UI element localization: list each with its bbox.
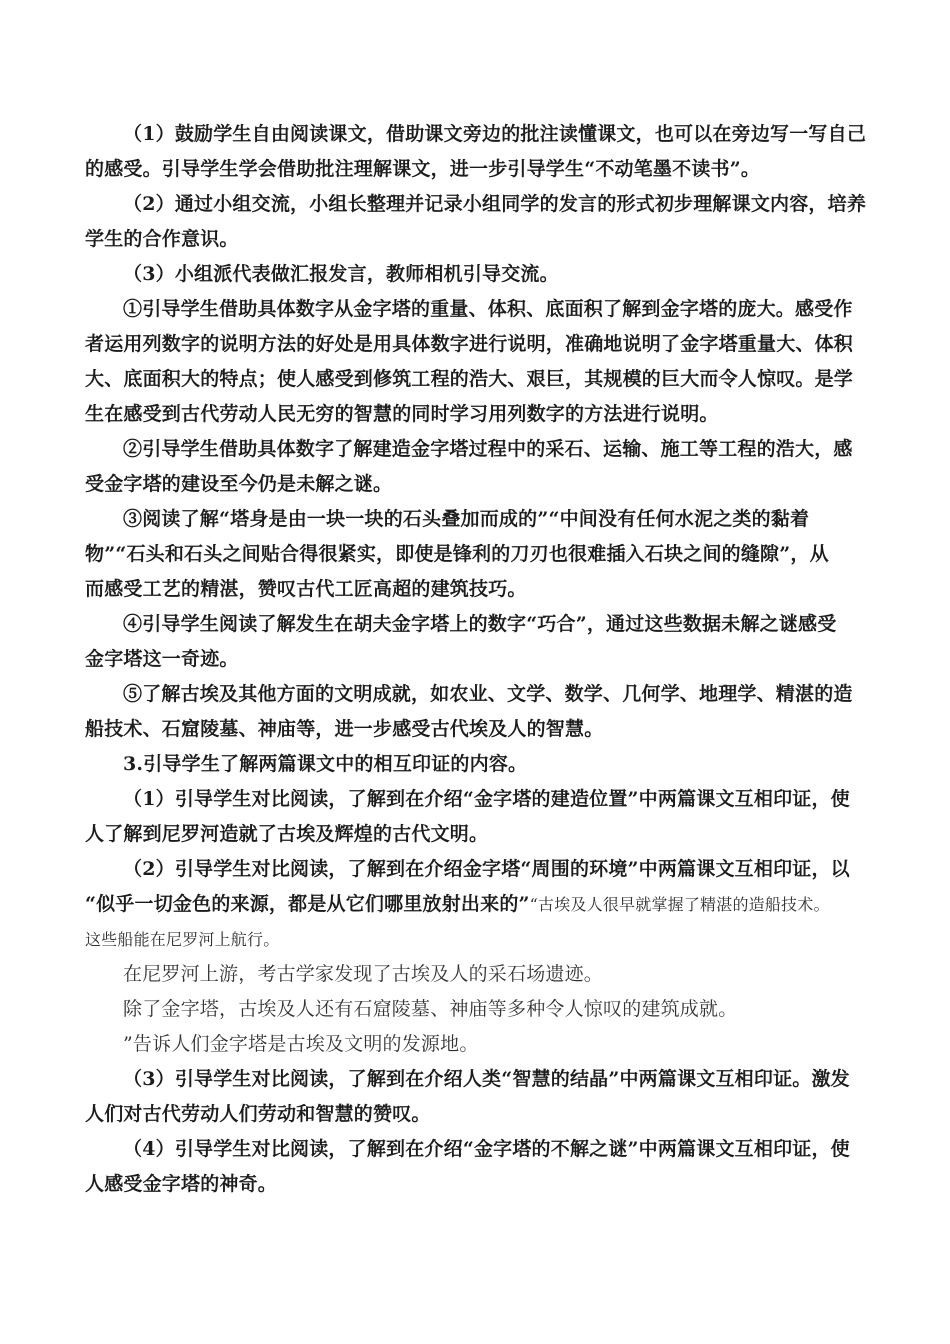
text-line — [85, 1027, 866, 1062]
text-run: 3.引导学生了解两篇课文中的相互印证的内容。 — [123, 753, 528, 775]
text-line — [85, 257, 866, 292]
text-run: （1）引导学生对比阅读，了解到在介绍“金字塔的建造位置”中两篇课文互相印证，使 — [123, 788, 850, 810]
text-line — [85, 222, 866, 257]
text-run: 而感受工艺的精湛，赞叹古代工匠高超的建筑技巧。 — [85, 578, 527, 600]
text-line — [85, 502, 866, 537]
text-line — [85, 397, 866, 432]
text-run: （4）引导学生对比阅读，了解到在介绍“金字塔的不解之谜”中两篇课文互相印证，使 — [123, 1138, 850, 1160]
text-line — [85, 432, 866, 467]
text-line — [85, 187, 866, 222]
text-run: 的感受。引导学生学会借助批注理解课文，进一步引导学生“不动笔墨不读书”。 — [85, 158, 761, 180]
text-line — [85, 747, 866, 782]
text-line — [85, 607, 866, 642]
text-line — [85, 712, 866, 747]
text-line — [85, 362, 866, 397]
text-line — [85, 782, 866, 817]
text-run: 大、底面积大的特点；使人感受到修筑工程的浩大、艰巨，其规模的巨大而令人惊叹。是学 — [85, 368, 854, 390]
text-line — [85, 677, 866, 712]
text-line — [85, 152, 866, 187]
document-text — [85, 117, 866, 1202]
text-run: 者运用列数字的说明方法的好处是用具体数字进行说明，准确地说明了金字塔重量大、体积 — [85, 333, 854, 355]
text-run: 人们对古代劳动人们劳动和智慧的赞叹。 — [85, 1103, 431, 1125]
text-run: 物”“石头和石头之间贴合得很紧实，即使是锋利的刀刃也很难插入石块之间的缝隙”，从 — [85, 543, 829, 565]
text-run: “古埃及人很早就掌握了精湛的造船技术。 — [529, 895, 830, 914]
text-run: ①引导学生借助具体数字从金字塔的重量、体积、底面积了解到金字塔的庞大。感受作 — [123, 298, 853, 320]
text-line — [85, 292, 866, 327]
text-run: 船技术、石窟陵墓、神庙等，进一步感受古代埃及人的智慧。 — [85, 718, 604, 740]
text-line — [85, 117, 866, 152]
text-run: 在尼罗河上游，考古学家发现了古埃及人的采石场遗迹。 — [123, 963, 604, 985]
text-run: ②引导学生借助具体数字了解建造金字塔过程中的采石、运输、施工等工程的浩大，感 — [123, 438, 853, 460]
text-line — [85, 572, 866, 607]
text-line — [85, 992, 866, 1027]
text-line — [85, 1132, 866, 1167]
text-run: 生在感受到古代劳动人民无穷的智慧的同时学习用列数字的方法进行说明。 — [85, 403, 719, 425]
text-line — [85, 887, 866, 922]
text-run: （3）小组派代表做汇报发言，教师相机引导交流。 — [123, 263, 559, 285]
text-run: （2）引导学生对比阅读，了解到在介绍金字塔“周围的环境”中两篇课文互相印证，以 — [123, 858, 850, 880]
text-line — [85, 852, 866, 887]
text-line — [85, 537, 866, 572]
text-line — [85, 467, 866, 502]
text-run: 金字塔这一奇迹。 — [85, 648, 239, 670]
text-run: ③阅读了解“塔身是由一块一块的石头叠加而成的”“中间没有任何水泥之类的黏着 — [123, 508, 810, 530]
text-run: 这些船能在尼罗河上航行。 — [85, 930, 280, 949]
text-line — [85, 1062, 866, 1097]
text-run: 受金字塔的建设至今仍是未解之谜。 — [85, 473, 393, 495]
text-line — [85, 327, 866, 362]
text-line — [85, 1167, 866, 1202]
text-run: （1）鼓励学生自由阅读课文，借助课文旁边的批注读懂课文，也可以在旁边写一写自己 — [123, 123, 867, 145]
text-run: ④引导学生阅读了解发生在胡夫金字塔上的数字“巧合”，通过这些数据未解之谜感受 — [123, 613, 837, 635]
text-line — [85, 642, 866, 677]
text-run: ”告诉人们金字塔是古埃及文明的发源地。 — [123, 1033, 479, 1055]
text-run: ⑤了解古埃及其他方面的文明成就，如农业、文学、数学、几何学、地理学、精湛的造 — [123, 683, 853, 705]
text-line — [85, 922, 866, 957]
text-run: 学生的合作意识。 — [85, 228, 239, 250]
text-run: 人感受金字塔的神奇。 — [85, 1173, 278, 1195]
text-run: （3）引导学生对比阅读，了解到在介绍人类“智慧的结晶”中两篇课文互相印证。激发 — [123, 1068, 850, 1090]
text-run: （2）通过小组交流，小组长整理并记录小组同学的发言的形式初步理解课文内容，培养 — [123, 193, 867, 215]
text-run: 除了金字塔，古埃及人还有石窟陵墓、神庙等多种令人惊叹的建筑成就。 — [123, 998, 738, 1020]
text-line — [85, 957, 866, 992]
text-run: 人了解到尼罗河造就了古埃及辉煌的古代文明。 — [85, 823, 489, 845]
text-run: “似乎一切金色的来源，都是从它们哪里放射出来的” — [85, 893, 530, 915]
text-line — [85, 817, 866, 852]
text-line — [85, 1097, 866, 1132]
